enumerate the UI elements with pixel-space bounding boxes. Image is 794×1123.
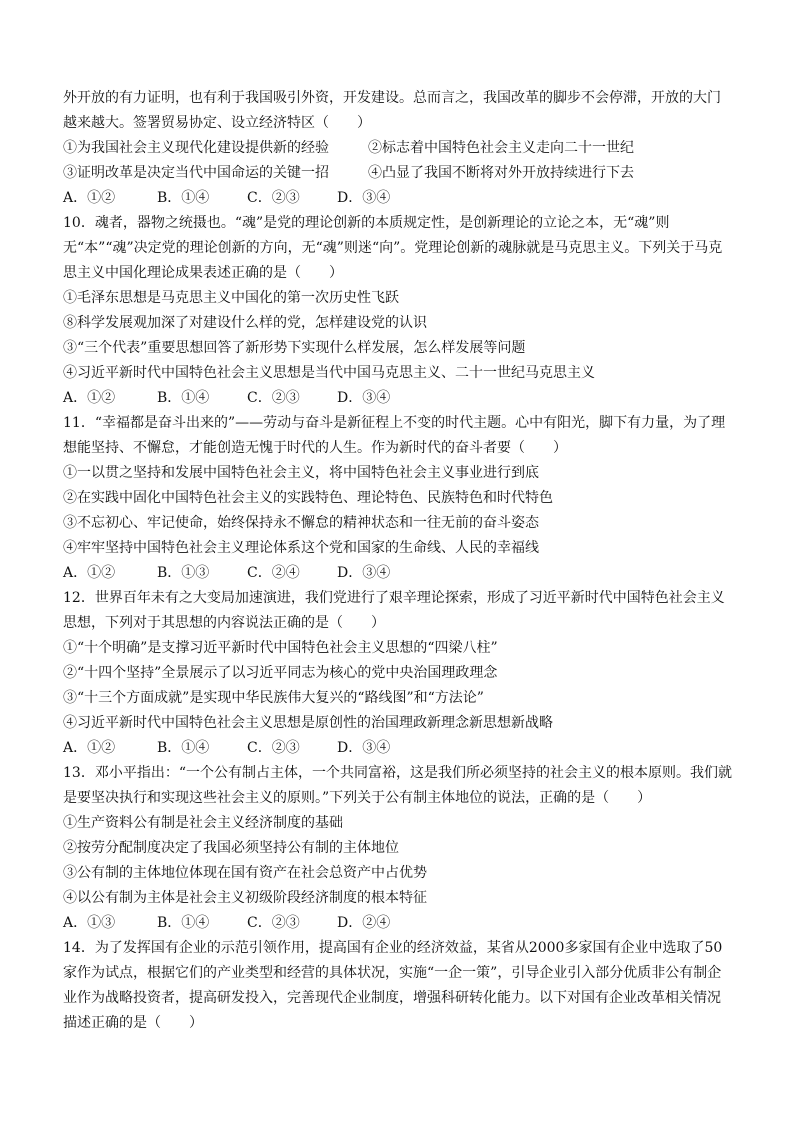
answer-c: C．②③ — [247, 740, 300, 756]
answer-b: B．①④ — [157, 390, 210, 406]
option-2: ②标志着中国特色社会主义走向二十一世纪 — [368, 140, 634, 156]
answer-a: A．①② — [63, 190, 116, 206]
answer-a: A．①② — [63, 740, 116, 756]
option-2: ②按劳分配制度决定了我国必须坚持公有制的主体地位 — [63, 840, 399, 856]
answer-b: B．①③ — [157, 565, 210, 581]
option-1: ①毛泽东思想是马克思主义中国化的第一次历史性飞跃 — [63, 290, 399, 306]
option-4: ④习近平新时代中国特色社会主义思想是原创性的治国理政新理念新思想新战略 — [63, 715, 553, 731]
question-stem: 外开放的有力证明，也有利于我国吸引外资，开发建设。总而言之，我国改革的脚步不会停滞，开放的大门越来越大。签署贸易协定、设立经济特区（ ） — [63, 90, 721, 131]
answer-c: C．②③ — [247, 390, 300, 406]
answer-choices — [63, 561, 733, 586]
answer-d: D．②④ — [337, 915, 391, 931]
options-row — [63, 161, 733, 186]
option-1: ①为我国社会主义现代化建设提供新的经验 — [63, 140, 329, 156]
question-13 — [63, 761, 733, 936]
option-3: ③不忘初心、牢记使命，始终保持永不懈怠的精神状态和一往无前的奋斗姿态 — [63, 515, 539, 531]
answer-b: B．①④ — [157, 190, 210, 206]
answer-choices — [63, 386, 733, 411]
option-4: ④凸显了我国不断将对外开放持续进行下去 — [368, 165, 634, 181]
answer-choices — [63, 186, 733, 211]
answer-choices — [63, 736, 733, 761]
option-1: ①生产资料公有制是社会主义经济制度的基础 — [63, 815, 343, 831]
answer-b: B．①④ — [157, 740, 210, 756]
option-2: ②在实践中固化中国特色社会主义的实践特色、理论特色、民族特色和时代特色 — [63, 490, 553, 506]
question-9-continued — [63, 86, 733, 211]
answer-choices — [63, 911, 733, 936]
option-1: ①“十个明确”是支撑习近平新时代中国特色社会主义思想的“四梁八柱” — [63, 640, 498, 656]
answer-c: C．②④ — [247, 565, 300, 581]
option-3: ③证明改革是决定当代中国命运的关键一招 — [63, 165, 329, 181]
options-row — [63, 136, 733, 161]
question-stem: 11．“幸福都是奋斗出来的”——劳动与奋斗是新征程上不变的时代主题。心中有阳光，脚下有力量，为了理想能坚持、不懈怠，才能创造无愧于时代的人生。作为新时代的奋斗者要（ ） — [63, 415, 726, 456]
option-2: ②“十四个坚持”全景展示了以习近平同志为核心的党中央治国理政理念 — [63, 665, 498, 681]
answer-d: D．③④ — [337, 190, 391, 206]
exam-page — [63, 86, 733, 1036]
question-stem: 13．邓小平指出：“一个公有制占主体，一个共同富裕，这是我们所必须坚持的社会主义的根本原则。我们就是要坚决执行和实现这些社会主义的原则。”下列关于公有制主体地位的说法，正确的是（ ） — [63, 765, 732, 806]
answer-a: A．①② — [63, 565, 116, 581]
question-12 — [63, 586, 733, 761]
answer-a: A．①② — [63, 390, 116, 406]
option-3: ③“三个代表”重要思想回答了新形势下实现什么样发展，怎么样发展等问题 — [63, 340, 526, 356]
answer-b: B．①④ — [157, 915, 210, 931]
answer-d: D．③④ — [337, 390, 391, 406]
option-4: ④习近平新时代中国特色社会主义思想是当代中国马克思主义、二十一世纪马克思主义 — [63, 365, 595, 381]
option-4: ④牢牢坚持中国特色社会主义理论体系这个党和国家的生命线、人民的幸福线 — [63, 540, 539, 556]
option-4: ④以公有制为主体是社会主义初级阶段经济制度的根本特征 — [63, 890, 427, 906]
option-2: ⑧科学发展观加深了对建设什么样的党，怎样建设党的认识 — [63, 315, 427, 331]
option-1: ①一以贯之坚持和发展中国特色社会主义，将中国特色社会主义事业进行到底 — [63, 465, 539, 481]
answer-d: D．③④ — [337, 740, 391, 756]
question-14 — [63, 936, 733, 1036]
question-11 — [63, 411, 733, 586]
question-stem: 10．魂者，器物之统摄也。“魂”是党的理论创新的本质规定性，是创新理论的立论之本，无“魂”则无“本”“魂”决定党的理论创新的方向，无“魂”则迷“向”。党理论创新的魂脉就是马克思主义。下列关于马克思主义中国化理论成果表述正确的是（ ） — [63, 215, 723, 281]
option-3: ③“十三个方面成就”是实现中华民族伟大复兴的“路线图”和“方法论” — [63, 690, 484, 706]
option-3: ③公有制的主体地位体现在国有资产在社会总资产中占优势 — [63, 865, 427, 881]
answer-c: C．②③ — [247, 190, 300, 206]
question-stem: 14．为了发挥国有企业的示范引领作用，提高国有企业的经济效益，某省从2000多家国有企业中选取了50家作为试点，根据它们的产业类型和经营的具体状况，实施“一企一策”，引导企业引入部分优质非公有制企业作为战略投资者，提高研发投入，完善现代企业制度，增强科研转化能力。以下对国有企业改革相关情况描述正确的是（ ） — [63, 940, 723, 1031]
answer-c: C．②③ — [247, 915, 300, 931]
answer-d: D．③④ — [337, 565, 391, 581]
question-stem: 12．世界百年未有之大变局加速演进，我们党进行了艰辛理论探索，形成了习近平新时代中国特色社会主义思想，下列对于其思想的内容说法正确的是（ ） — [63, 590, 725, 631]
answer-a: A．①③ — [63, 915, 116, 931]
question-10 — [63, 211, 733, 411]
